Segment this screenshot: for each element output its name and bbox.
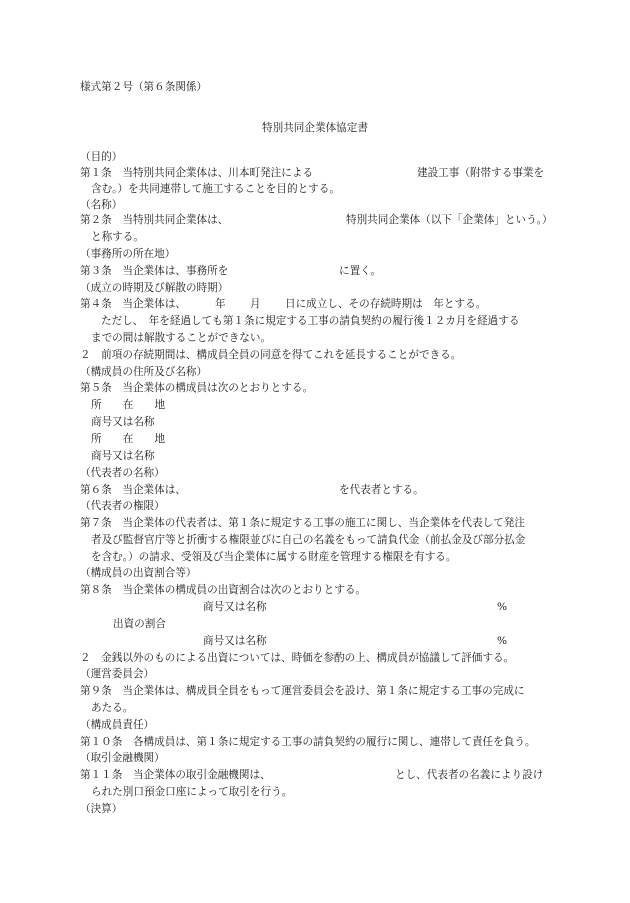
heading-purpose: （目的） — [80, 151, 123, 163]
heading-period: （成立の時期及び解散の時期） — [80, 282, 229, 294]
heading-bank: （取引金融機関） — [80, 752, 165, 764]
article-6a: 第６条 当企業体は、 — [80, 484, 186, 496]
investment-percent-2: % — [497, 635, 508, 647]
article-3b: に置く。 — [339, 265, 382, 277]
article-4-year: 年 — [215, 298, 226, 310]
heading-liability: （構成員責任） — [80, 719, 155, 731]
heading-representative: （代表者の名称） — [80, 467, 165, 479]
member-2-address: 所 在 地 — [91, 433, 166, 445]
heading-committee: （運営委員会） — [80, 668, 155, 680]
member-2-firm: 商号又は名称 — [91, 450, 155, 462]
article-2-line-1b: 特別共同企業体（以下「企業体」という。） — [346, 214, 553, 226]
article-3a: 第３条 当企業体は、事務所を — [80, 265, 229, 277]
article-7-line-2: 者及び監督官庁等と折衝する権限並びに自己の名義をもって請負代金（前払金及び部分払金 — [91, 534, 526, 546]
article-1-line-1b: 建設工事（附帯する事業を — [417, 167, 545, 179]
article-4-line-1a: 第４条 当企業体は、 — [80, 298, 186, 310]
article-4-line-3: までの間は解散することができない。 — [91, 332, 272, 344]
investment-firm-2: 商号又は名称 — [203, 635, 267, 647]
article-11-line-2: られた別口預金口座によって取引を行う。 — [91, 786, 293, 798]
article-5-line-1: 第５条 当企業体の構成員は次のとおりとする。 — [80, 382, 314, 394]
investment-ratio-label: 出資の割合 — [113, 618, 166, 630]
heading-investment: （構成員の出資割合等） — [80, 567, 197, 579]
article-11-line-1a: 第１１条 当企業体の取引金融機関は、 — [80, 769, 271, 781]
document-title: 特別共同企業体協定書 — [262, 122, 368, 134]
article-8-line-1: 第８条 当企業体の構成員の出資割合は次のとおりとする。 — [80, 584, 367, 596]
member-1-firm: 商号又は名称 — [91, 416, 155, 428]
heading-name: （名称） — [80, 199, 123, 211]
investment-percent-1: % — [497, 601, 508, 613]
member-1-address: 所 在 地 — [91, 399, 166, 411]
heading-members: （構成員の住所及び名称） — [80, 366, 208, 378]
heading-rep-authority: （代表者の権限） — [80, 500, 165, 512]
article-4-line-1b: 日に成立し、その存続時期は 年とする。 — [285, 298, 487, 310]
article-7-line-1: 第７条 当企業体の代表者は、第１条に規定する工事の施工に関し、当企業体を代表して発注 — [80, 517, 525, 529]
article-2-line-1a: 第２条 当特別共同企業体は、 — [80, 214, 229, 226]
article-4-month: 月 — [250, 298, 261, 310]
article-4-para-2: ２ 前項の存続期間は、構成員全員の同意を得てこれを延長することができる。 — [80, 349, 462, 361]
article-10: 第１０条 各構成員は、第１条に規定する工事の請負契約の履行に関し、連帯して責任を負う。 — [80, 736, 536, 748]
article-1-line-1a: 第１条 当特別共同企業体は、川本町発注による — [80, 167, 314, 179]
article-6b: を代表者とする。 — [339, 484, 424, 496]
article-9-line-1: 第９条 当企業体は、構成員全員をもって運営委員会を設け、第１条に規定する工事の完成に — [80, 685, 525, 697]
article-7-line-3: を含む。）の請求、受領及び当企業体に属する財産を管理する権限を有する。 — [91, 551, 457, 563]
investment-firm-1: 商号又は名称 — [203, 601, 267, 613]
heading-office: （事務所の所在地） — [80, 248, 176, 260]
article-1-line-2: 含む。）を共同連帯して施工することを目的とする。 — [91, 183, 340, 195]
article-4-line-2: ただし、 年を経過しても第１条に規定する工事の請負契約の履行後１２カ月を経過する — [101, 315, 520, 327]
heading-settlement: （決算） — [80, 803, 123, 815]
article-9-line-2: あたる。 — [91, 702, 134, 714]
article-11-line-1b: とし、代表者の名義により設け — [395, 769, 544, 781]
form-number: 様式第２号（第６条関係） — [80, 81, 208, 93]
article-2-line-2: と称する。 — [91, 231, 144, 243]
article-8-para-2: ２ 金銭以外のものによる出資については、時価を参酌の上、構成員が協議して評価する。 — [80, 652, 515, 664]
